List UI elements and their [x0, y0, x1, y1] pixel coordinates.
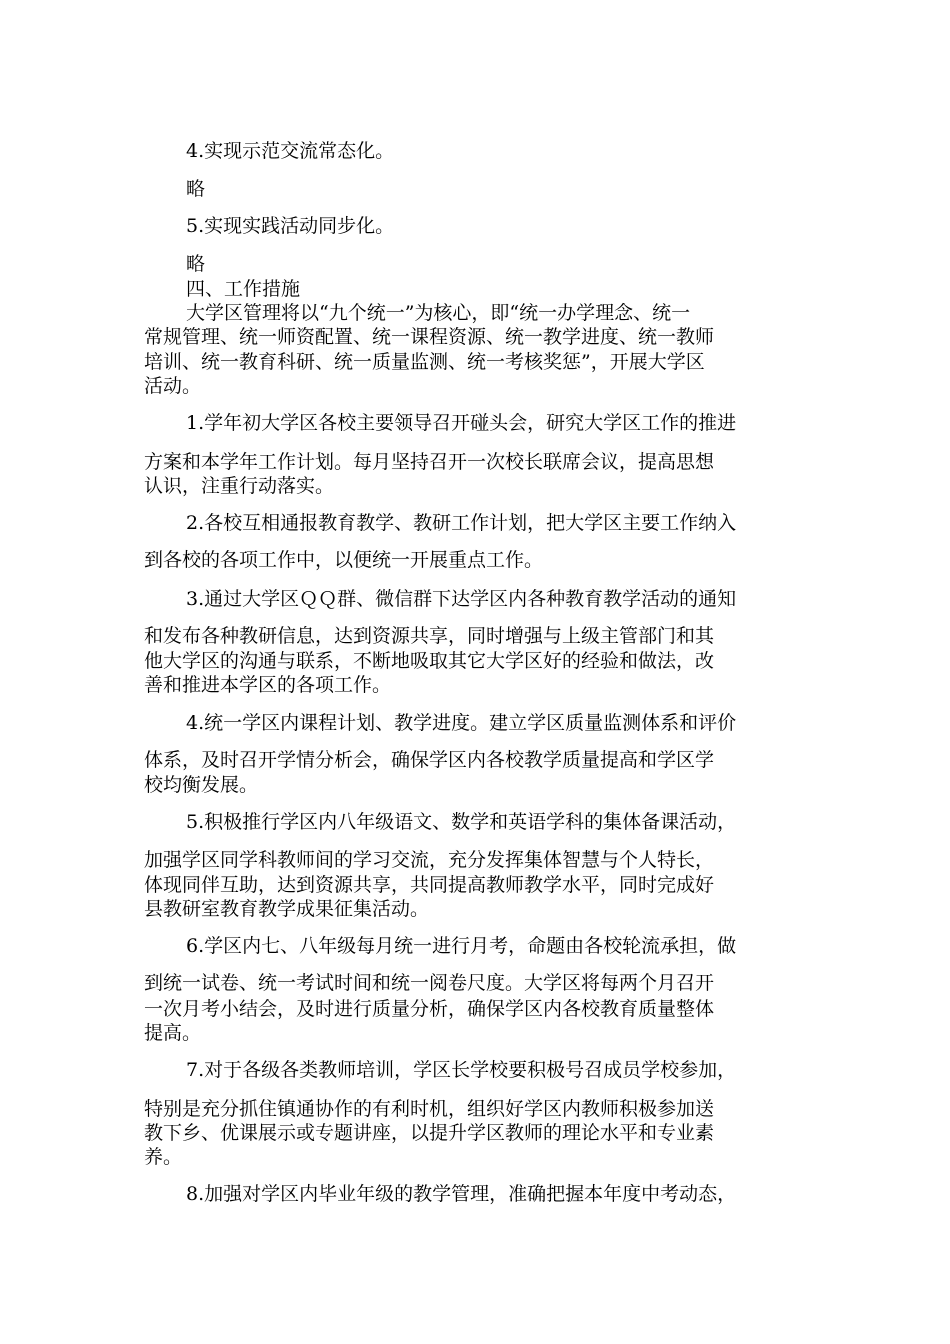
- paragraph-line: 养。: [144, 1146, 183, 1168]
- paragraph-line: 一次月考小结会，及时进行质量分析，确保学区内各校教育质量整体: [144, 998, 715, 1020]
- paragraph-line: 校均衡发展。: [144, 774, 259, 796]
- paragraph-line: 教下乡、优课展示或专题讲座，以提升学区教师的理论水平和专业素: [144, 1122, 715, 1144]
- placeholder-text: 略: [186, 253, 206, 275]
- paragraph-line: 体系，及时召开学情分析会，确保学区内各校教学质量提高和学区学: [144, 749, 715, 771]
- paragraph-line: 4.统一学区内课程计划、教学进度。建立学区质量监测体系和评价: [186, 712, 737, 734]
- paragraph-line: 常规管理、统一师资配置、统一课程资源、统一教学进度、统一教师: [144, 326, 715, 348]
- placeholder-text: 略: [186, 178, 206, 200]
- paragraph-line: 3.通过大学区ＱＱ群、微信群下达学区内各种教育教学活动的通知: [186, 588, 737, 610]
- paragraph-line: 活动。: [144, 375, 202, 397]
- paragraph-line: 认识，注重行动落实。: [144, 475, 335, 497]
- paragraph-line: 到统一试卷、统一考试时间和统一阅卷尺度。大学区将每两个月召开: [144, 972, 715, 994]
- heading-item-4: 4.实现示范交流常态化。: [186, 140, 395, 162]
- section-heading: 四、工作措施: [186, 278, 301, 300]
- paragraph-line: 特别是充分抓住镇通协作的有利时机，组织好学区内教师积极参加送: [144, 1098, 715, 1120]
- paragraph-line: 1.学年初大学区各校主要领导召开碰头会，研究大学区工作的推进: [186, 412, 737, 434]
- paragraph-line: 体现同伴互助，达到资源共享，共同提高教师教学水平，同时完成好: [144, 874, 715, 896]
- paragraph-line: 他大学区的沟通与联系，不断地吸取其它大学区好的经验和做法，改: [144, 650, 715, 672]
- paragraph-line: 到各校的各项工作中，以便统一开展重点工作。: [144, 549, 544, 571]
- paragraph-line: 和发布各种教研信息，达到资源共享，同时增强与上级主管部门和其: [144, 625, 715, 647]
- paragraph-line: 大学区管理将以“九个统一”为核心，即“统一办学理念、统一: [186, 302, 691, 324]
- paragraph-line: 7.对于各级各类教师培训，学区长学校要积极号召成员学校参加，: [186, 1059, 737, 1081]
- paragraph-line: 培训、统一教育科研、统一质量监测、统一考核奖惩”，开展大学区: [144, 351, 705, 373]
- paragraph-line: 8.加强对学区内毕业年级的教学管理，准确把握本年度中考动态，: [186, 1183, 737, 1205]
- paragraph-line: 2.各校互相通报教育教学、教研工作计划，把大学区主要工作纳入: [186, 512, 737, 534]
- heading-item-5: 5.实现实践活动同步化。: [186, 215, 395, 237]
- paragraph-line: 县教研室教育教学成果征集活动。: [144, 898, 430, 920]
- paragraph-line: 5.积极推行学区内八年级语文、数学和英语学科的集体备课活动，: [186, 811, 737, 833]
- paragraph-line: 6.学区内七、八年级每月统一进行月考，命题由各校轮流承担，做: [186, 935, 737, 957]
- paragraph-line: 提高。: [144, 1022, 202, 1044]
- paragraph-line: 加强学区同学科教师间的学习交流，充分发挥集体智慧与个人特长，: [144, 849, 715, 871]
- paragraph-line: 善和推进本学区的各项工作。: [144, 674, 392, 696]
- paragraph-line: 方案和本学年工作计划。每月坚持召开一次校长联席会议，提高思想: [144, 451, 715, 473]
